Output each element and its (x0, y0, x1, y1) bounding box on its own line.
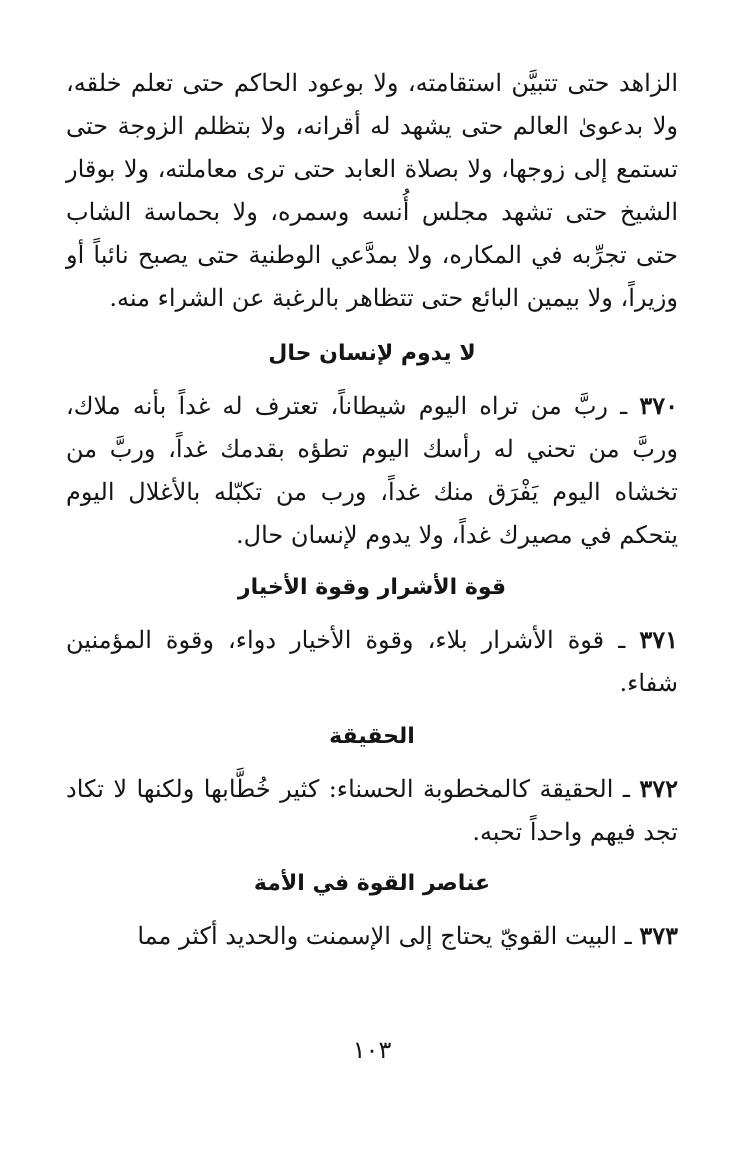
paragraph-371 (66, 618, 678, 705)
intro-paragraph: الزاهد حتى تتبيَّن استقامته، ولا بوعود الحاكم حتى تعلم خلقه، ولا بدعوىٰ العالم حتى يشهد له أقرانه، ولا بتظلم الزوجة حتى تستمع إلى زوجها، ولا بصلاة العابد حتى ترى معاملته، ولا بوقار الشيخ حتى تشهد مجلس أُنسه وسمره، ولا بحماسة الشاب حتى تجرِّبه في المكاره، ولا بمدَّعي الوطنية حتى يصبح نائباً أو وزيراً، ولا بيمين البائع حتى تتظاهر بالرغبة عن الشراء منه. (66, 69, 678, 312)
paragraph-number: ٣٧٠ (639, 391, 678, 420)
paragraph-text: ربَّ من تراه اليوم شيطاناً، تعترف له غداً بأنه ملاك، وربَّ من تحني له رأسك اليوم تطؤه بقدمك غداً، وربَّ من تخشاه اليوم يَفْرَق منك غداً، ورب من تكبّله بالأغلال اليوم يتحكم في مصيرك غداً، ولا يدوم لإنسان حال. (66, 392, 678, 549)
paragraph-text: الحقيقة كالمخطوبة الحسناء: كثير خُطَّابها ولكنها لا تكاد تجد فيهم واحداً تحبه. (66, 775, 678, 846)
paragraph-373 (66, 914, 678, 958)
paragraph-text: قوة الأشرار بلاء، وقوة الأخيار دواء، وقوة المؤمنين شفاء. (66, 626, 678, 697)
paragraph-number: ٣٧٢ (639, 774, 678, 803)
paragraph-number: ٣٧١ (639, 625, 678, 654)
page-content (66, 62, 678, 958)
paragraph-372 (66, 767, 678, 854)
dash-separator: ـ (622, 775, 630, 803)
dash-separator: ـ (624, 922, 632, 950)
paragraph-number: ٣٧٣ (639, 921, 678, 950)
section-heading-373: عناصر القوة في الأمة (253, 871, 491, 896)
dash-separator: ـ (620, 392, 628, 420)
section-heading-371: قوة الأشرار وقوة الأخيار (237, 575, 507, 600)
page-number: ١٠٣ (352, 1036, 392, 1064)
paragraph-text: البيت القويّ يحتاج إلى الإسمنت والحديد أكثر مما (137, 922, 618, 950)
dash-separator: ـ (618, 626, 626, 654)
section-heading-372: الحقيقة (329, 724, 415, 749)
section-heading-370: لا يدوم لإنسان حال (268, 341, 476, 366)
paragraph-370 (66, 384, 678, 557)
